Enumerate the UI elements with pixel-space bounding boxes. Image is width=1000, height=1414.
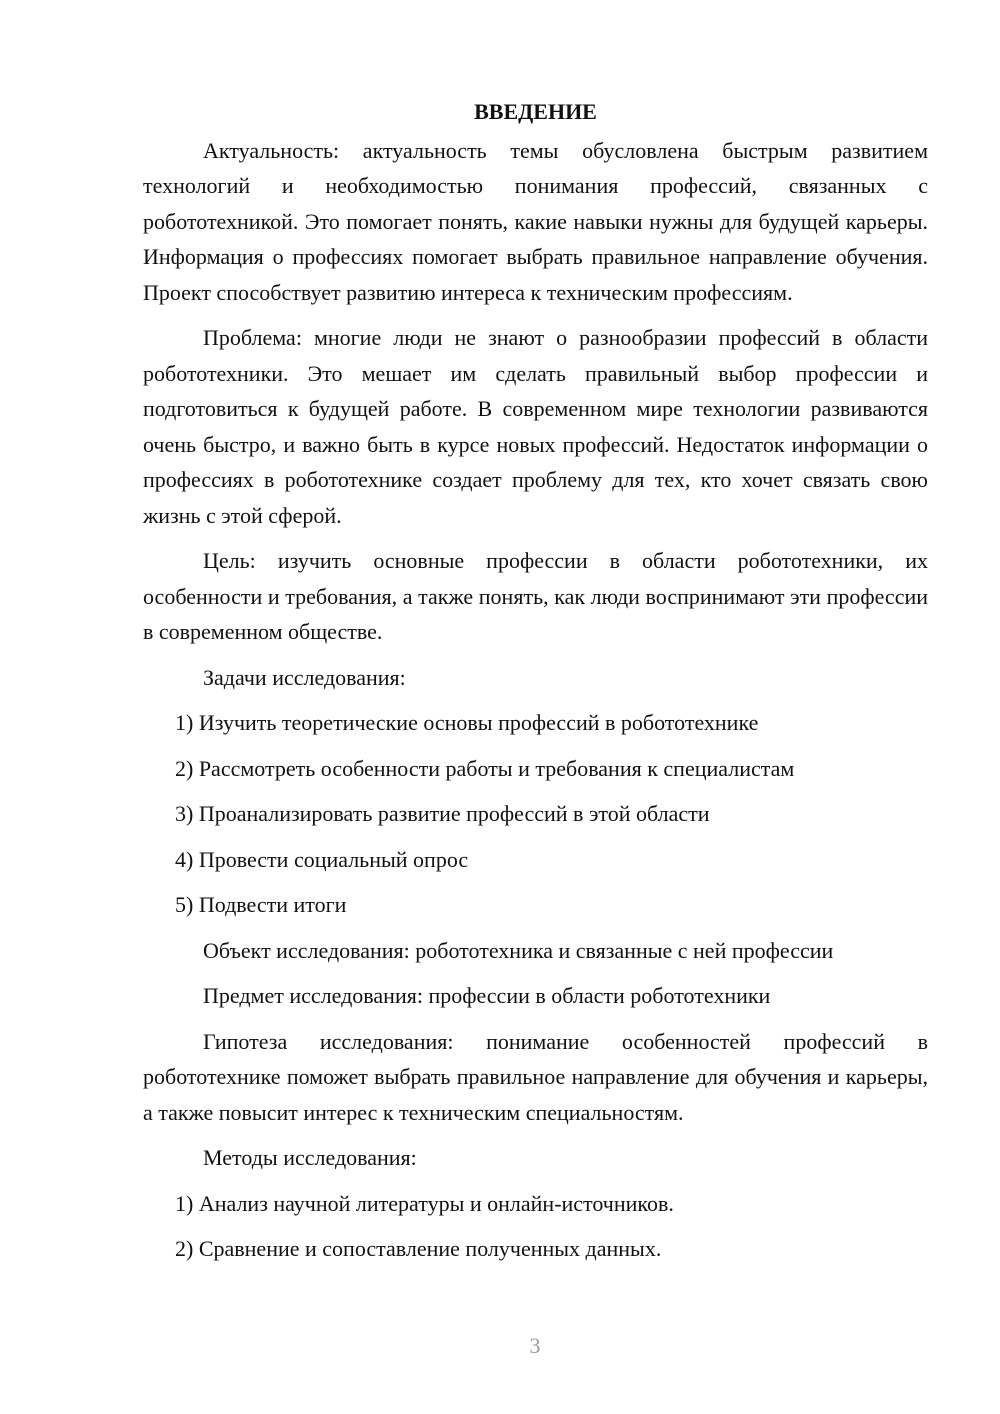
page-content — [143, 94, 928, 1277]
subject-paragraph: Предмет исследования: профессии в области робототехники — [203, 983, 771, 1008]
tasks-list — [143, 705, 928, 923]
tasks-heading: Задачи исследования: — [203, 664, 406, 690]
goal-paragraph: Цель: изучить основные профессии в области робототехники, их особенности и требования, а также понять, как люди воспринимают эти профессии в современном обществе. — [143, 548, 928, 644]
task-item: 1) Изучить теоретические основы профессий в робототехнике — [175, 710, 759, 735]
object-paragraph: Объект исследования: робототехника и связанные с ней профессии — [203, 937, 834, 963]
task-item: 5) Подвести итоги — [175, 892, 347, 917]
section-title: ВВЕДЕНИЕ — [474, 99, 597, 124]
method-item: 1) Анализ научной литературы и онлайн-источников. — [175, 1190, 674, 1216]
method-item: 2) Сравнение и сопоставление полученных данных. — [175, 1236, 662, 1261]
methods-list — [143, 1186, 928, 1267]
task-item: 2) Рассмотреть особенности работы и требования к специалистам — [175, 755, 795, 781]
page-number: 3 — [529, 1333, 541, 1358]
problem-paragraph: Проблема: многие люди не знают о разнообразии профессий в области робототехники. Это мешает им сделать правильный выбор профессии и подготовиться к будущей работе. В современном мире технологии развиваются очень быстро, и важно быть в курсе новых профессий. Недостаток информации о профессиях в робототехнике создает проблему для тех, кто хочет связать свою жизнь с этой сферой. — [143, 325, 928, 528]
hypothesis-paragraph: Гипотеза исследования: понимание особенностей профессий в робототехнике поможет выбрать правильное направление для обучения и карьеры, а также повысит интерес к техническим специальностям. — [143, 1028, 928, 1125]
task-item: 4) Провести социальный опрос — [175, 846, 469, 872]
methods-heading: Методы исследования: — [203, 1145, 417, 1170]
relevance-paragraph: Актуальность: актуальность темы обусловлена быстрым развитием технологий и необходимостью понимания профессий, связанных с робототехникой. Это помогает понять, какие навыки нужны для будущей карьеры. Информация о профессиях помогает выбрать правильное направление обучения. Проект способствует развитию интереса к техническим профессиям. — [143, 137, 928, 305]
task-item: 3) Проанализировать развитие профессий в этой области — [175, 801, 710, 826]
